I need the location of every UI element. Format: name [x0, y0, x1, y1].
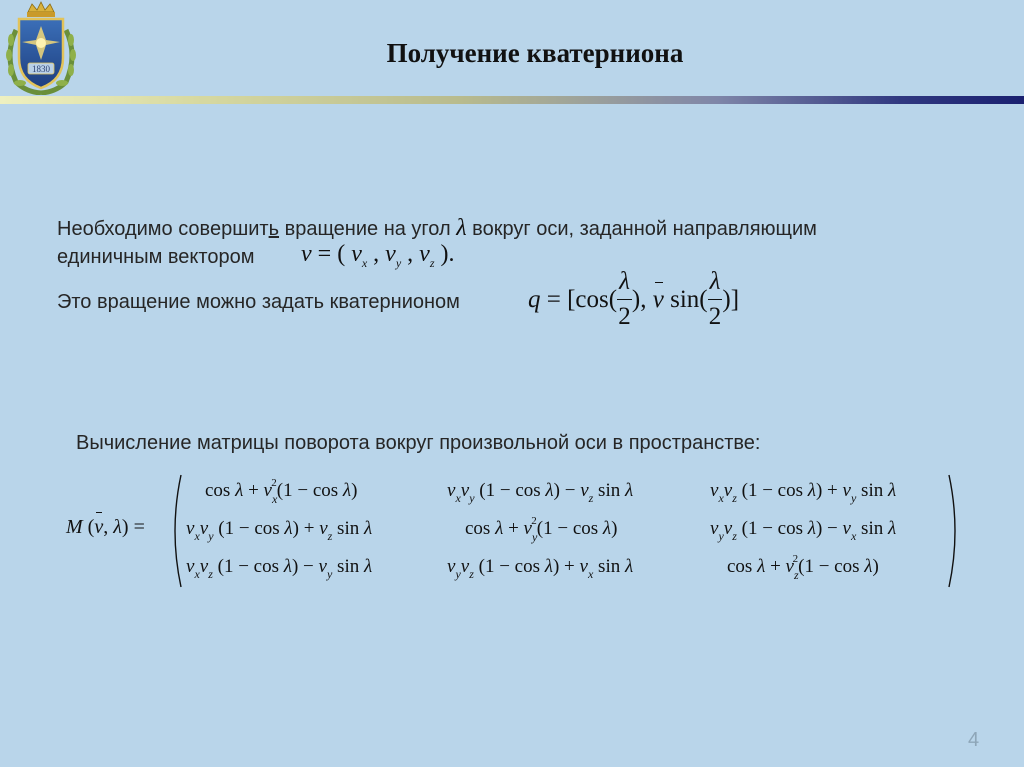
paragraph-rotation-line1: Необходимо совершить вращение на угол λ вокруг оси, заданной направляющим	[57, 215, 817, 241]
matrix-left-paren	[166, 473, 184, 589]
crest-year: 1830	[32, 64, 50, 74]
matrix-lhs: M (v, λ) =	[66, 516, 145, 538]
matrix-cell-1-2: $v_xv_y$ $(1 - \cos \lambda) - v_z$ sin λ	[447, 480, 634, 505]
matrix-right-paren	[946, 473, 964, 589]
matrix-cell-2-2: $\cos \lambda + v_y^2(1 - \cos \lambda)$	[465, 515, 618, 544]
matrix-cell-2-3: $v_yv_z$ $(1 - \cos \lambda) - v_x$ sin λ	[710, 518, 897, 543]
matrix-cell-3-1: $v_xv_z$ $(1 - \cos \lambda) - v_y$ sin λ	[186, 556, 373, 581]
page-number: 4	[968, 729, 980, 751]
header-gradient-bar	[0, 96, 1024, 104]
paragraph-rotation-matrix: Вычисление матрицы поворота вокруг произвольной оси в пространстве:	[76, 432, 761, 454]
matrix-cell-3-2: $v_yv_z$ $(1 - \cos \lambda) + v_x$ sin λ	[447, 556, 634, 581]
quaternion-formula: q = [cos( $\frac{\lambda}{2}$ ), v sin( $\frac{\lambda}{2}$ )]	[528, 267, 739, 336]
paragraph-quaternion: Это вращение можно задать кватернионом	[57, 291, 460, 313]
matrix-cell-3-3: $\cos \lambda + v_z^2(1 - \cos \lambda)$	[727, 553, 879, 582]
matrix-cell-1-1: $\cos \lambda + v_x^2(1 - \cos \lambda)$	[205, 477, 358, 506]
matrix-cell-2-1: $v_xv_y$ $(1 - \cos \lambda) + v_z$ sin λ	[186, 518, 373, 543]
slide-header	[0, 0, 1024, 96]
paragraph-rotation-line2: единичным вектором	[57, 246, 255, 268]
vector-formula: v = ( $v_x$ , $v_y$ , $v_z$ ).	[301, 241, 455, 270]
slide-title: Получение кватерниона	[386, 38, 684, 68]
matrix-cell-1-3: $v_xv_z$ $(1 - \cos \lambda) + v_y$ sin λ	[710, 480, 897, 505]
lambda-symbol: λ	[456, 215, 467, 241]
